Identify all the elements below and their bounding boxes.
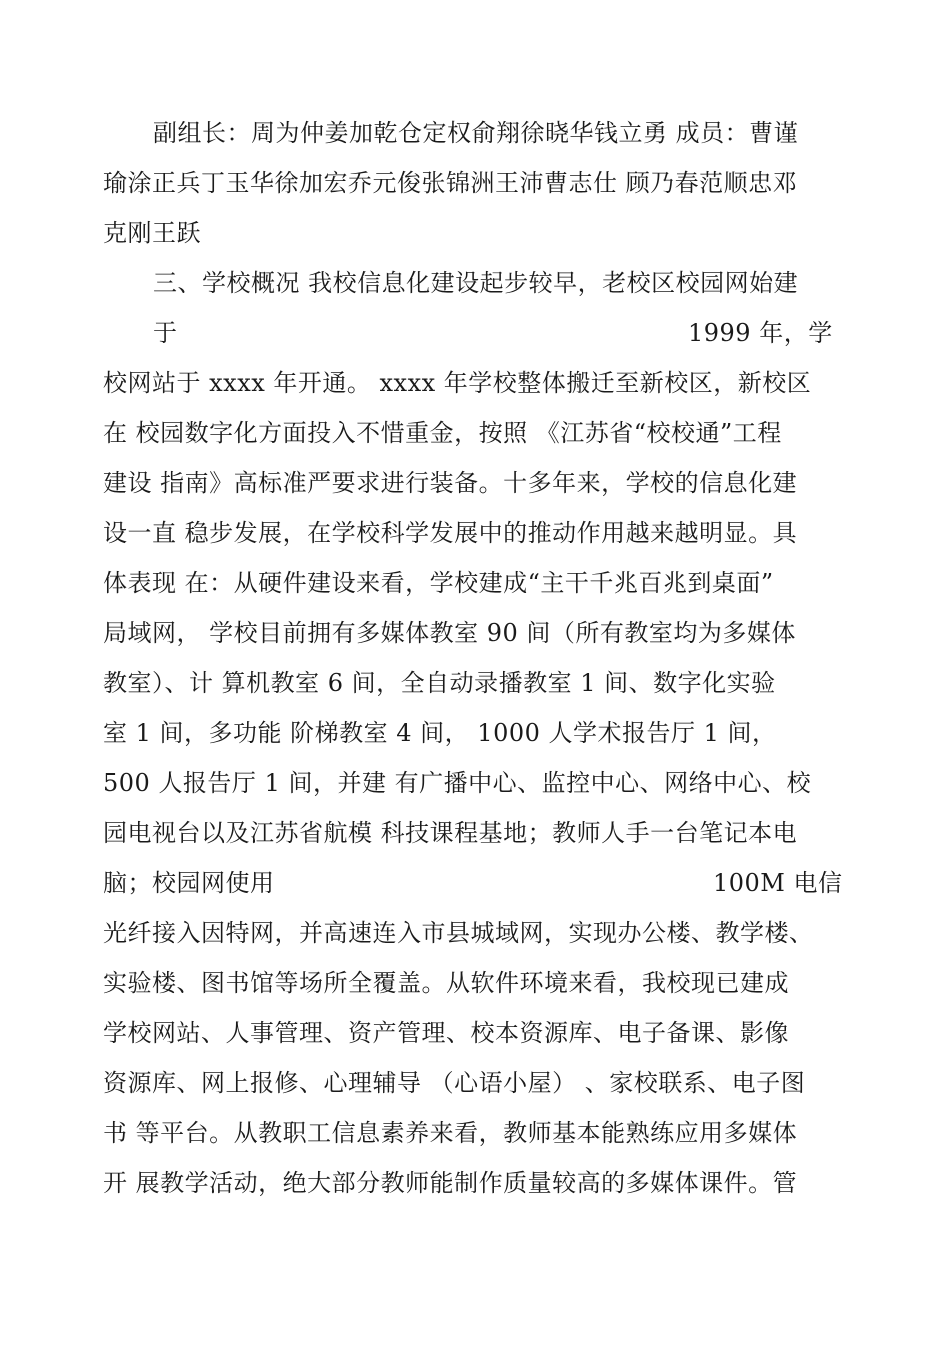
text-line-15: 园电视台以及江苏省航模 科技课程基地；教师人手一台笔记本电 xyxy=(103,819,798,847)
text-line-21: 书 等平台。从教职工信息素养来看，教师基本能熟练应用多媒体 xyxy=(103,1119,798,1147)
text-line-1: 副组长：周为仲姜加乾仓定权俞翔徐晓华钱立勇 成员：曹谨 xyxy=(153,119,799,147)
text-line-7: 在 校园数字化方面投入不惜重金，按照 《江苏省“校校通”工程 xyxy=(103,419,782,447)
text-line-22: 开 展教学活动，绝大部分教师能制作质量较高的多媒体课件。管 xyxy=(103,1169,798,1197)
text-line-2: 瑜涂正兵丁玉华徐加宏乔元俊张锦洲王沛曹志仕 顾乃春范顺忠邓 xyxy=(103,169,798,197)
text-line-8: 建设 指南》高标准严要求进行装备。十多年来，学校的信息化建 xyxy=(103,469,798,497)
text-line-9: 设一直 稳步发展，在学校科学发展中的推动作用越来越明显。具 xyxy=(103,519,798,547)
text-line-11: 局域网， 学校目前拥有多媒体教室 90 间（所有教室均为多媒体 xyxy=(103,619,796,647)
text-line-6: 校网站于 xxxx 年开通。 xxxx 年学校整体搬迁至新校区，新校区 xyxy=(103,369,812,397)
text-line-20: 资源库、网上报修、心理辅导 （心语小屋） 、家校联系、电子图 xyxy=(103,1069,806,1097)
text-line-3: 克刚王跃 xyxy=(103,219,201,247)
text-line-14: 500 人报告厅 1 间，并建 有广播中心、监控中心、网络中心、校 xyxy=(103,769,812,797)
text-line-16-right: 100M 电信 xyxy=(713,869,843,897)
text-line-10: 体表现 在：从硬件建设来看，学校建成“主干千兆百兆到桌面” xyxy=(103,569,774,597)
text-line-17: 光纤接入因特网，并高速连入市县城域网，实现办公楼、教学楼、 xyxy=(103,919,814,947)
text-line-18: 实验楼、图书馆等场所全覆盖。从软件环境来看，我校现已建成 xyxy=(103,969,789,997)
text-line-5-right: 1999 年，学 xyxy=(688,319,833,347)
text-line-13: 室 1 间，多功能 阶梯教室 4 间， 1000 人学术报告厅 1 间， xyxy=(103,719,777,747)
text-line-5-left: 于 xyxy=(153,319,178,347)
text-line-16-left: 脑；校园网使用 xyxy=(103,869,275,897)
text-line-19: 学校网站、人事管理、资产管理、校本资源库、电子备课、影像 xyxy=(103,1019,789,1047)
text-line-12: 教室）、计 算机教室 6 间，全自动录播教室 1 间、数字化实验 xyxy=(103,669,776,697)
text-line-4: 三、学校概况 我校信息化建设起步较早，老校区校园网始建 xyxy=(153,269,799,297)
